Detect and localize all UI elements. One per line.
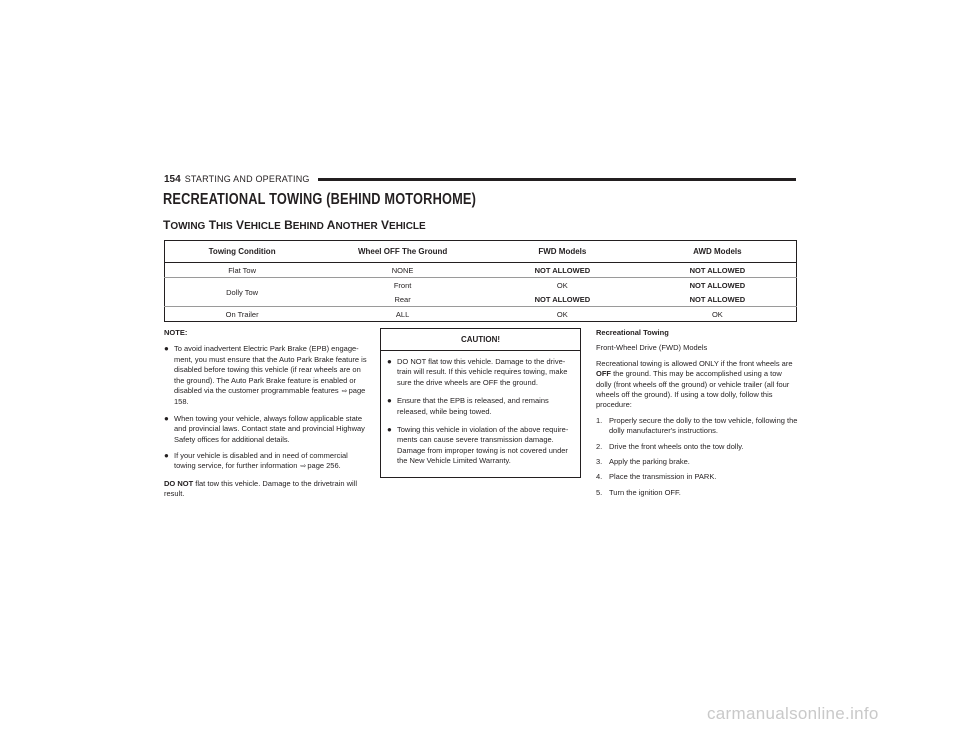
section-heading: Recreational Towing xyxy=(596,328,669,337)
caution-box xyxy=(380,328,581,478)
table-cell: NONE xyxy=(319,263,486,278)
towing-table xyxy=(164,240,797,322)
table-cell: Flat Tow xyxy=(165,263,320,278)
table-row xyxy=(165,278,797,293)
page-number: 154 xyxy=(164,173,181,185)
list-item: ● Towing this vehicle in violation of the above require-ments can cause severe transmission damage. Damage from improper towing is not covered under the New Vehicle Limited Warranty. xyxy=(387,425,569,466)
page-reference-arrow-icon: ⇨ xyxy=(300,463,307,471)
list-item: 2. Drive the front wheels onto the tow dolly. xyxy=(596,441,744,451)
list-item: ● To avoid inadvertent Electric Park Brake (EPB) engage-ment, you must ensure that the Auto Park Brake feature is disabled before towing this vehicle (if rear wheels are on the ground). The Auto Park Brake feature is enabled or disabled via the customer programmable features ⇨page 158. xyxy=(164,344,367,407)
bullet-icon: ● xyxy=(164,413,169,423)
list-item: 4. Place the transmission in PARK. xyxy=(596,472,717,482)
bullet-icon: ● xyxy=(387,396,392,406)
list-item: ● When towing your vehicle, always follow applicable state and provincial laws. Contact state and provincial Highway Safety offices for additional details. xyxy=(164,413,365,444)
table-row xyxy=(165,307,797,322)
page-link[interactable]: page 256. xyxy=(307,461,341,471)
table-cell: OK xyxy=(639,307,797,322)
note-list xyxy=(164,344,370,472)
list-item: ● If your vehicle is disabled and in need of commercial towing service, for further information ⇨page 256. xyxy=(164,451,348,471)
table-header: Wheel OFF The Ground xyxy=(319,241,486,263)
bullet-icon: ● xyxy=(164,344,169,354)
table-cell: NOT ALLOWED xyxy=(639,278,797,293)
do-not-paragraph: DO NOT flat tow this vehicle. Damage to the drivetrain will result. xyxy=(164,478,358,499)
page-link[interactable]: page 158. xyxy=(174,386,366,407)
table-header: FWD Models xyxy=(486,241,639,263)
note-column xyxy=(164,328,370,500)
bullet-icon: ● xyxy=(387,425,392,435)
procedure-steps xyxy=(596,416,798,498)
paragraph: Recreational towing is allowed ONLY if the front wheels are OFF the ground. This may be accomplished using a tow dolly (front wheels off the ground) or vehicle trailer (all four wheels off the ground). If using a tow dolly, follow this procedure: xyxy=(596,358,793,410)
caution-list xyxy=(381,351,580,477)
page-reference-arrow-icon: ⇨ xyxy=(341,388,348,396)
sub-heading: Front-Wheel Drive (FWD) Models xyxy=(596,343,708,353)
page-title: RECREATIONAL TOWING (BEHIND MOTORHOME) xyxy=(163,191,477,208)
section-title: STARTING AND OPERATING xyxy=(184,174,310,184)
table-cell: ALL xyxy=(319,307,486,322)
table-cell: NOT ALLOWED xyxy=(639,263,797,278)
table-cell: On Trailer xyxy=(165,307,320,322)
table-row xyxy=(165,263,797,278)
table-cell: NOT ALLOWED xyxy=(639,292,797,307)
table-cell: NOT ALLOWED xyxy=(486,263,639,278)
table-cell: Rear xyxy=(319,292,486,307)
list-item: 5. Turn the ignition OFF. xyxy=(596,487,681,497)
list-item: ● DO NOT flat tow this vehicle. Damage to the drive-train will result. If this vehicle requires towing, make sure the drive wheels are OFF the ground. xyxy=(387,357,568,387)
table-cell: NOT ALLOWED xyxy=(486,292,639,307)
list-item: 1. Properly secure the dolly to the tow vehicle, following the dolly manufacturer's instructions. xyxy=(596,415,798,436)
header-rule xyxy=(318,178,796,181)
caution-title: CAUTION! xyxy=(381,329,580,351)
bullet-icon: ● xyxy=(387,357,392,366)
table-cell: OK xyxy=(556,280,568,290)
note-title: NOTE: xyxy=(164,328,188,337)
recreational-towing-column xyxy=(596,328,798,503)
page-header xyxy=(164,172,796,186)
table-cell: OK xyxy=(486,307,639,322)
bullet-icon: ● xyxy=(164,451,169,461)
table-header: Towing Condition xyxy=(165,241,320,263)
list-item: ● Ensure that the EPB is released, and remains released, while being towed. xyxy=(387,396,549,416)
list-item: 3. Apply the parking brake. xyxy=(596,457,690,467)
subsection-title: TOWING THIS VEHICLE BEHIND ANOTHER VEHICLE xyxy=(163,218,426,232)
table-cell: Dolly Tow xyxy=(165,278,320,307)
table-cell: Front xyxy=(393,280,412,290)
table-header-row xyxy=(165,241,797,263)
watermark: carmanualsonline.info xyxy=(707,704,879,723)
table-header: AWD Models xyxy=(639,241,797,263)
